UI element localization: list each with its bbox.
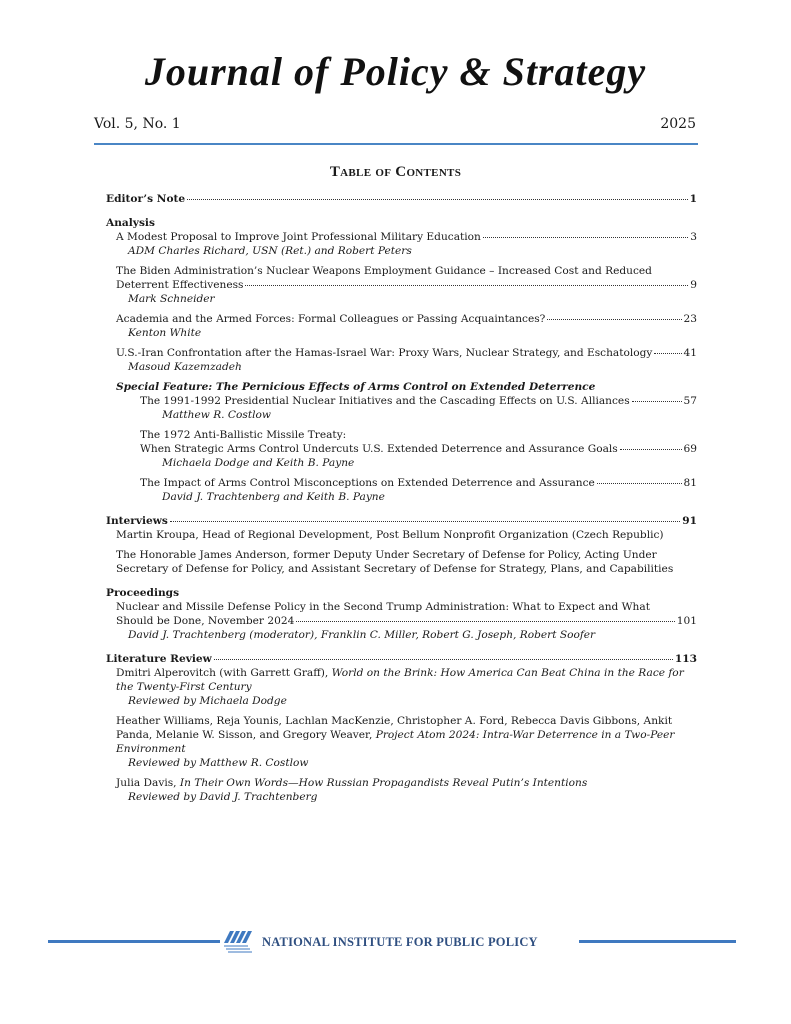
interview-item: The Honorable James Anderson, former Deputy Under Secretary of Defense for Policy, Acting Under xyxy=(116,549,657,561)
volume-number: Vol. 5, No. 1 xyxy=(94,116,181,132)
reviewer: Reviewed by David J. Trachtenberg xyxy=(128,791,318,803)
toc-entry[interactable] xyxy=(106,394,697,408)
entry-title: A Modest Proposal to Improve Joint Professional Military Education xyxy=(116,231,481,243)
review-book-title: Project Atom 2024: Intra-War Deterrence in a Two-Peer xyxy=(375,729,675,741)
section-heading-analysis: Analysis xyxy=(106,217,155,229)
leader-dots xyxy=(547,319,681,320)
toc-entry[interactable] xyxy=(106,614,697,628)
page-number: 69 xyxy=(683,443,697,455)
leader-dots xyxy=(632,401,682,402)
entry-title: The Biden Administration’s Nuclear Weapons Employment Guidance – Increased Cost and Reduced xyxy=(116,265,652,277)
page-number: 81 xyxy=(683,477,697,489)
leader-dots xyxy=(170,521,680,522)
page-number: 57 xyxy=(683,395,697,407)
page-number: 23 xyxy=(683,313,697,325)
toc-entry[interactable] xyxy=(106,230,697,244)
entry-authors: ADM Charles Richard, USN (Ret.) and Robert Peters xyxy=(128,245,412,257)
entry-title-cont: Deterrent Effectiveness xyxy=(116,279,244,291)
entry-title: Academia and the Armed Forces: Formal Colleagues or Passing Acquaintances? xyxy=(116,313,546,325)
entry-title: U.S.-Iran Confrontation after the Hamas-Israel War: Proxy Wars, Nuclear Strategy, and Eschatology xyxy=(116,347,653,359)
toc-heading: Table of Contents xyxy=(329,164,462,180)
review-book-title-cont: the Twenty-First Century xyxy=(116,681,252,693)
footer xyxy=(0,927,791,957)
entry-authors: Mark Schneider xyxy=(128,293,215,305)
publication-year: 2025 xyxy=(660,116,696,132)
review-book-title: In Their Own Words—How Russian Propagandists Reveal Putin’s Intentions xyxy=(179,777,588,789)
footer-rule-right xyxy=(579,940,736,943)
review-author: Dmitri Alperovitch (with Garrett Graff), xyxy=(116,667,332,679)
toc-entry[interactable] xyxy=(106,346,697,360)
table-of-contents xyxy=(106,192,697,804)
institute-logo-icon xyxy=(222,929,256,953)
page-number: 41 xyxy=(683,347,697,359)
leader-dots xyxy=(483,237,688,238)
leader-dots xyxy=(296,621,674,622)
entry-authors: David J. Trachtenberg (moderator), Franklin C. Miller, Robert G. Joseph, Robert Soofer xyxy=(128,629,596,641)
leader-dots xyxy=(620,449,682,450)
section-heading-interviews: Interviews xyxy=(106,515,168,527)
page-number: 1 xyxy=(689,193,697,205)
reviewer: Reviewed by Matthew R. Costlow xyxy=(128,757,309,769)
entry-title: The 1991-1992 Presidential Nuclear Initiatives and the Cascading Effects on U.S. Alliances xyxy=(140,395,630,407)
toc-entry-editors-note[interactable] xyxy=(106,192,697,206)
page-number: 101 xyxy=(676,615,697,627)
entry-title-cont: When Strategic Arms Control Undercuts U.S. Extended Deterrence and Assurance Goals xyxy=(140,443,618,455)
page-number: 9 xyxy=(690,279,697,291)
interview-item-cont: Secretary of Defense for Policy, and Assistant Secretary of Defense for Strategy, Plans, and Capabilities xyxy=(116,563,674,575)
leader-dots xyxy=(597,483,682,484)
leader-dots xyxy=(187,199,687,200)
interview-item: Martin Kroupa, Head of Regional Development, Post Bellum Nonprofit Organization (Czech Republic) xyxy=(116,529,664,541)
entry-title-cont: Should be Done, November 2024 xyxy=(116,615,295,627)
institute-name: NATIONAL INSTITUTE FOR PUBLIC POLICY xyxy=(262,935,538,949)
leader-dots xyxy=(654,353,681,354)
entry-authors: Masoud Kazemzadeh xyxy=(128,361,242,373)
header-divider xyxy=(94,143,698,145)
page-number: 91 xyxy=(682,515,697,527)
special-feature-heading: Special Feature: The Pernicious Effects of Arms Control on Extended Deterrence xyxy=(116,381,596,393)
leader-dots xyxy=(245,285,688,286)
review-citation-cont xyxy=(106,728,697,742)
footer-rule-left xyxy=(48,940,220,943)
toc-entry-literature-review[interactable] xyxy=(106,652,697,666)
entry-title: Nuclear and Missile Defense Policy in the Second Trump Administration: What to Expect and What xyxy=(116,601,650,613)
leader-dots xyxy=(214,659,673,660)
entry-authors: Matthew R. Costlow xyxy=(162,409,271,421)
section-heading-literature-review: Literature Review xyxy=(106,653,212,665)
entry-authors: Michaela Dodge and Keith B. Payne xyxy=(162,457,355,469)
review-author: Julia Davis, xyxy=(116,777,180,789)
review-author: Panda, Melanie W. Sisson, and Gregory Weaver, xyxy=(116,729,376,741)
toc-entry-interviews[interactable] xyxy=(106,514,697,528)
toc-entry[interactable] xyxy=(106,278,697,292)
toc-entry[interactable] xyxy=(106,312,697,326)
journal-title: Journal of Policy & Strategy xyxy=(144,49,647,94)
entry-authors: Kenton White xyxy=(128,327,202,339)
entry-title: The Impact of Arms Control Misconceptions on Extended Deterrence and Assurance xyxy=(140,477,595,489)
page-number: 113 xyxy=(674,653,697,665)
toc-entry[interactable] xyxy=(106,476,697,490)
reviewer: Reviewed by Michaela Dodge xyxy=(128,695,287,707)
entry-title: The 1972 Anti-Ballistic Missile Treaty: xyxy=(140,429,347,441)
review-book-title-cont: Environment xyxy=(116,743,186,755)
review-citation: Heather Williams, Reja Younis, Lachlan MacKenzie, Christopher A. Ford, Rebecca Davis Gibbons, Ankit xyxy=(116,715,673,727)
entry-authors: David J. Trachtenberg and Keith B. Payne xyxy=(162,491,385,503)
entry-title: Editor’s Note xyxy=(106,193,186,205)
section-heading-proceedings: Proceedings xyxy=(106,587,180,599)
page-number: 3 xyxy=(690,231,697,243)
review-book-title: World on the Brink: How America Can Beat China in the Race for xyxy=(331,667,684,679)
toc-entry[interactable] xyxy=(106,442,697,456)
review-citation xyxy=(106,776,697,790)
review-citation xyxy=(106,666,697,680)
